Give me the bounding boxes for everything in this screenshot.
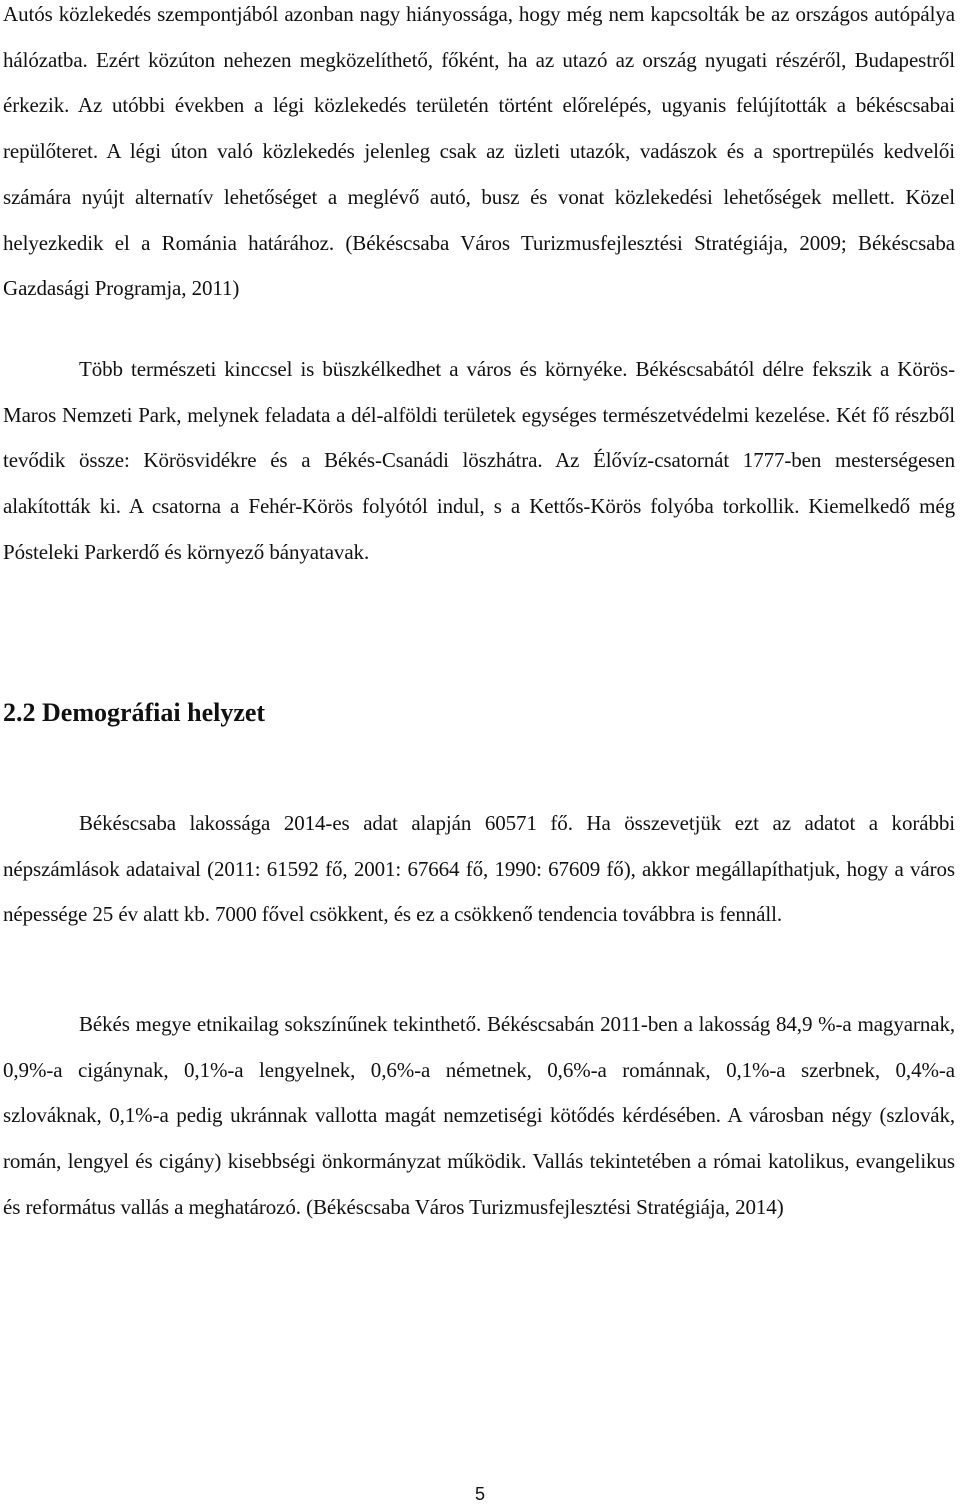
paragraph-transport: Autós közlekedés szempontjából azonban nagy hiányossága, hogy még nem kapcsolták be az országos autópálya hálózatba. Ezért közúton nehezen megközelíthető, főként, ha az utazó az ország nyugati részéről, Budapestről érkezik. Az utóbbi években a légi közlekedés területén történt előrelépés, ugyanis felújították a békéscsabai repülőteret. A légi úton való közlekedés jelenleg csak az üzleti utazók, vadászok és a sportrepülés kedvelői számára nyújt alternatív lehetőséget a meglévő autó, busz és vonat közlekedési lehetőségek mellett. Közel helyezkedik el a Románia határához. (Békéscsaba Város Turizmusfejlesztési Stratégiája, 2009; Békéscsaba Gazdasági Programja, 2011) — [3, 2, 955, 301]
paragraph-ethnicity: Békés megye etnikailag sokszínűnek tekinthető. Békéscsabán 2011-ben a lakosság 84,9 %-a magyarnak, 0,9%-a cigánynak, 0,1%-a lengyelnek, 0,6%-a németnek, 0,6%-a románnak, 0,1%-a szerbnek, 0,4%-a szlováknak, 0,1%-a pedig ukránnak vallotta magát nemzetiségi kötődés kérdésében. A városban négy (szlovák, román, lengyel és cigány) kisebbségi önkormányzat működik. Vallás tekintetében a római katolikus, evangelikus és református vallás a meghatározó. (Békéscsaba Város Turizmusfejlesztési Stratégiája, 2014) — [3, 1012, 955, 1219]
paragraph-population: Békéscsaba lakossága 2014-es adat alapján 60571 fő. Ha összevetjük ezt az adatot a korábbi népszámlások adataival (2011: 61592 fő, 2001: 67664 fő, 1990: 67609 fő), akkor megállapíthatjuk, hogy a város népessége 25 év alatt kb. 7000 fővel csökkent, és ez a csökkenő tendencia továbbra is fennáll. — [3, 811, 955, 927]
page-number: 5 — [474, 1484, 485, 1504]
section-heading: 2.2 Demográfiai helyzet — [3, 698, 266, 727]
paragraph-nature: Több természeti kinccsel is büszkélkedhet a város és környéke. Békéscsabától délre fekszik a Körös-Maros Nemzeti Park, melynek feladata a dél-alföldi területek egységes természetvédelmi kezelése. Két fő részből tevődik össze: Körösvidékre és a Békés-Csanádi löszhátra. Az Élővíz-csatornát 1777-ben mesterségesen alakították ki. A csatorna a Fehér-Körös folyótól indul, s a Kettős-Körös folyóba torkollik. Kiemelkedő még Pósteleki Parkerdő és környező bányatavak. — [3, 357, 955, 564]
